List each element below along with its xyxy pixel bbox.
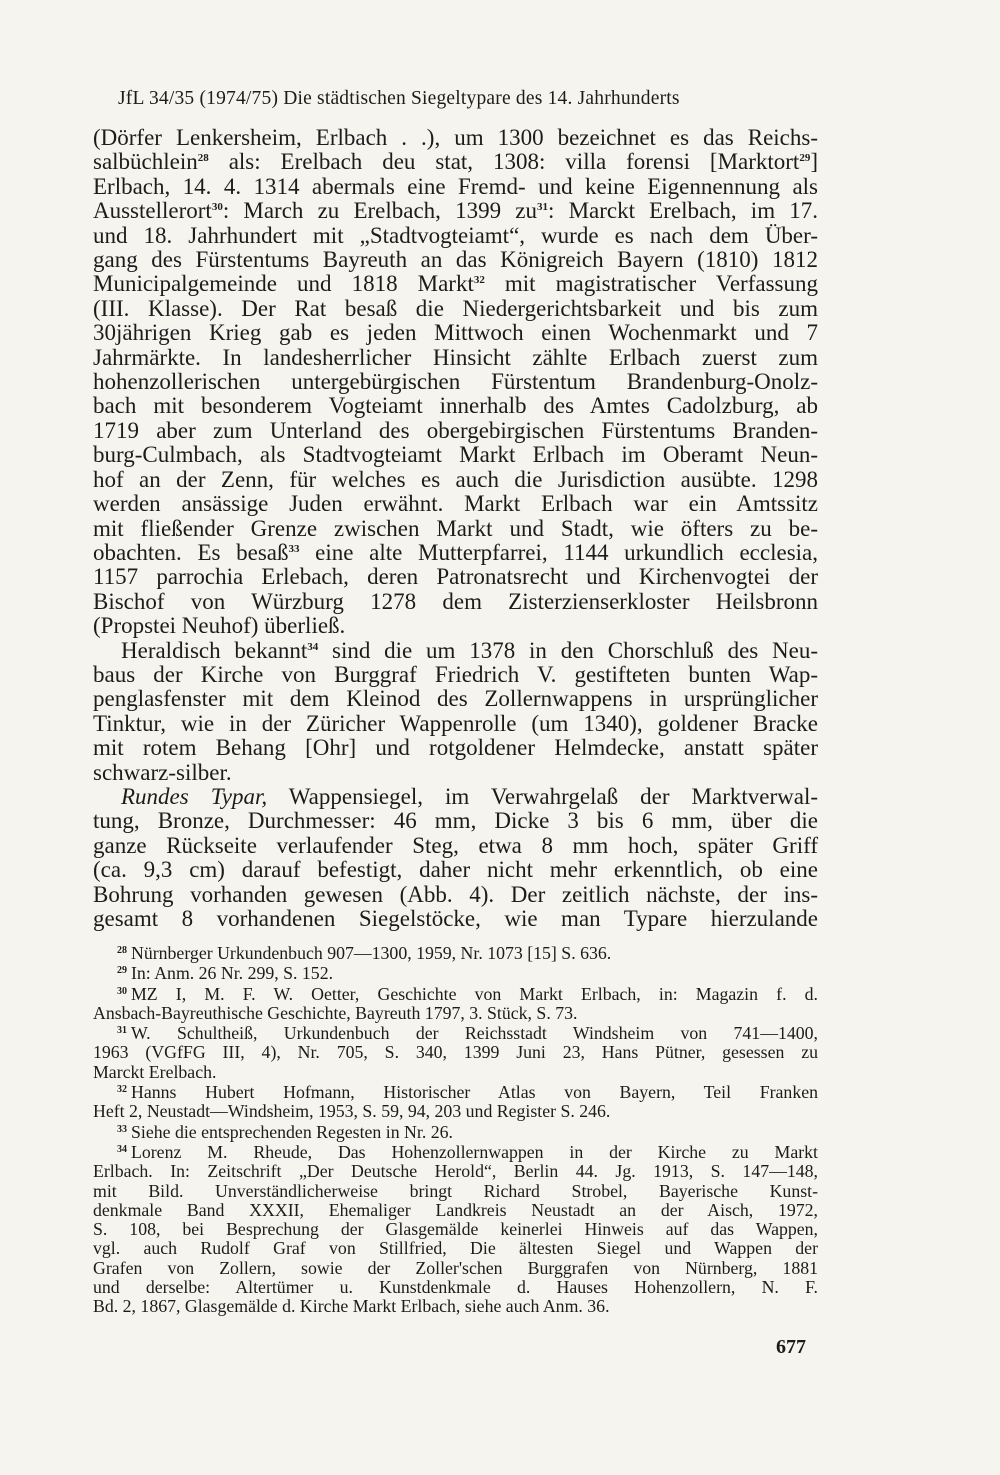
body-text (93, 126, 818, 931)
footnote-29: $^{29}$ In: Anm. 26 Nr. 299, S. 152. (117, 963, 334, 984)
footnote-ref-30[interactable]: 30 (211, 201, 223, 214)
running-head: JfL 34/35 (1974/75) Die städtischen Siegeltypare des 14. Jahrhunderts (118, 88, 680, 109)
term-rundes-typar: Rundes Typar, (121, 783, 268, 809)
paragraph-3: Rundes Typar, Wappensiegel, im Verwahrgelaß der Marktverwal- tung, Bronze, Durchmesser: 46 mm, Dicke 3 bis 6 mm, über die ganze Rückseite verlaufender Steg, etwa 8 mm hoch, später Griff (ca. 9,3 cm) darauf befestigt, daher nicht mehr erkenntlich, ob eine Bohrung vorhanden gewesen (Abb. 4). Der zeitlich nächste, der ins- gesamt 8 vorhandenen Siegelstöcke, wie man Typare hierzulande (93, 783, 818, 931)
footnote-ref-31[interactable]: 31 (537, 201, 548, 214)
footnote-34: $^{34}$ Lorenz M. Rheude, Das Hohenzollernwappen in der Kirche zu Markt Erlbach. In: Zeitschrift „Der Deutsche Herold“, Berlin 44. Jg. 1913, S. 147—148, mit Bild. Unverständlicherweise bringt Richard Strobel, Bayerische Kunst- denkmale Band XXXII, Ehemaliger Landkreis Neustadt an der Aisch, 1972, S. 108, bei Besprechung der Glasgemälde keinerlei Hinweis auf das Wappen, vgl. auch Rudolf Graf von Stillfried, Die ältesten Siegel und Wappen der Grafen von Zollern, sowie der Zoller'schen Burggrafen von Nürnberg, 1881 und derselbe: Altertümer u. Kunstdenkmale d. Hauses Hohenzollern, N. F. Bd. 2, 1867, Glasgemälde d. Kirche Markt Erlbach, siehe auch Anm. 36. (93, 1141, 818, 1317)
footnote-ref-28[interactable]: 28 (197, 152, 209, 165)
footnote-33: $^{33}$ Siehe die entsprechenden Regesten in Nr. 26. (117, 1121, 453, 1142)
footnote-ref-29[interactable]: 29 (799, 152, 811, 165)
page-number: 677 (776, 1336, 806, 1358)
footnote-30: $^{30}$ MZ I, M. F. W. Oetter, Geschichte von Markt Erlbach, in: Magazin f. d. Ansbach-Bayreuthische Geschichte, Bayreuth 1797, 3. Stück, S. 73. (93, 983, 818, 1023)
footnote-ref-32[interactable]: 32 (473, 274, 485, 287)
footnote-ref-33[interactable]: 33 (288, 542, 300, 555)
paragraph-1: (Dörfer Lenkersheim, Erlbach . .), um 1300 bezeichnet es das Reichs- salbüchlein$^{28}$ als: Erelbach deu stat, 1308: villa forensi [Marktort$^{29}$] Erlbach, 14. 4. 1314 abermals eine Fremd- und keine Eigennennung als Ausstellerort$^{30}$: March zu Erelbach, 1399 zu$^{31}$: Marckt Erelbach, im 17. und 18. Jahrhundert mit „Stadtvogteiamt“, wurde es nach dem Über- gang des Fürstentums Bayreuth an das Königreich Bayern (1810) 1812 Municipalgemeinde und 1818 Markt$^{32}$ mit magistratischer Verfassung (III. Klasse). Der Rat besaß die Niedergerichtsbarkeit und bis zum 30jährigen Krieg gab es jeden Mittwoch einen Wochenmarkt und 7 Jahrmärkte. In landesherrlicher Hinsicht zählte Erlbach zuerst zum hohenzollerischen untergebürgischen Fürstentum Brandenburg-Onolz- bach mit besonderem Vogteiamt innerhalb des Amtes Cadolzburg, ab 1719 aber zum Unterland des obergebirgischen Fürstentums Branden- burg-Culmbach, als Stadtvogteiamt Markt Erlbach im Oberamt Neun- hof an der Zenn, für welches es auch die Jurisdiction ausübte. 1298 werden ansässige Juden erwähnt. Markt Erlbach war ein Amtssitz mit fließender Grenze zwischen Markt und Stadt, wie öfters zu be- obachten. Es besaß$^{33}$ eine alte Mutterpfarrei, 1144 urkundlich ecclesia, 1157 parrochia Erlebach, deren Patronatsrecht und Kirchenvogtei der Bischof von Würzburg 1278 dem Zisterzienserkloster Heilsbronn (Propstei Neuhof) überließ. (93, 125, 819, 639)
footnotes (93, 944, 818, 1318)
paragraph-2: Heraldisch bekannt$^{34}$ sind die um 1378 in den Chorschluß des Neu- baus der Kirche von Burggraf Friedrich V. gestifteten bunten Wap- penglasfenster mit dem Kleinod des Zollernwappens in ursprünglicher Tinktur, wie in der Züricher Wappenrolle (um 1340), goldener Bracke mit rotem Behang [Ohr] und rotgoldener Helmdecke, anstatt später schwarz-silber. (93, 637, 818, 785)
footnote-28: $^{28}$ Nürnberger Urkundenbuch 907—1300, 1959, Nr. 1073 [15] S. 636. (117, 943, 612, 963)
footnote-ref-34[interactable]: 34 (307, 640, 319, 653)
footnote-31: $^{31}$ W. Schultheiß, Urkundenbuch der Reichsstadt Windsheim von 741—1400, 1963 (VGfFG III, 4), Nr. 705, S. 340, 1399 Juni 23, Hans Pütner, gesessen zu Marckt Erelbach. (93, 1023, 818, 1082)
footnote-32: $^{32}$ Hanns Hubert Hofmann, Historischer Atlas von Bayern, Teil Franken Heft 2, Neustadt—Windsheim, 1953, S. 59, 94, 203 und Register S. 246. (93, 1082, 818, 1122)
